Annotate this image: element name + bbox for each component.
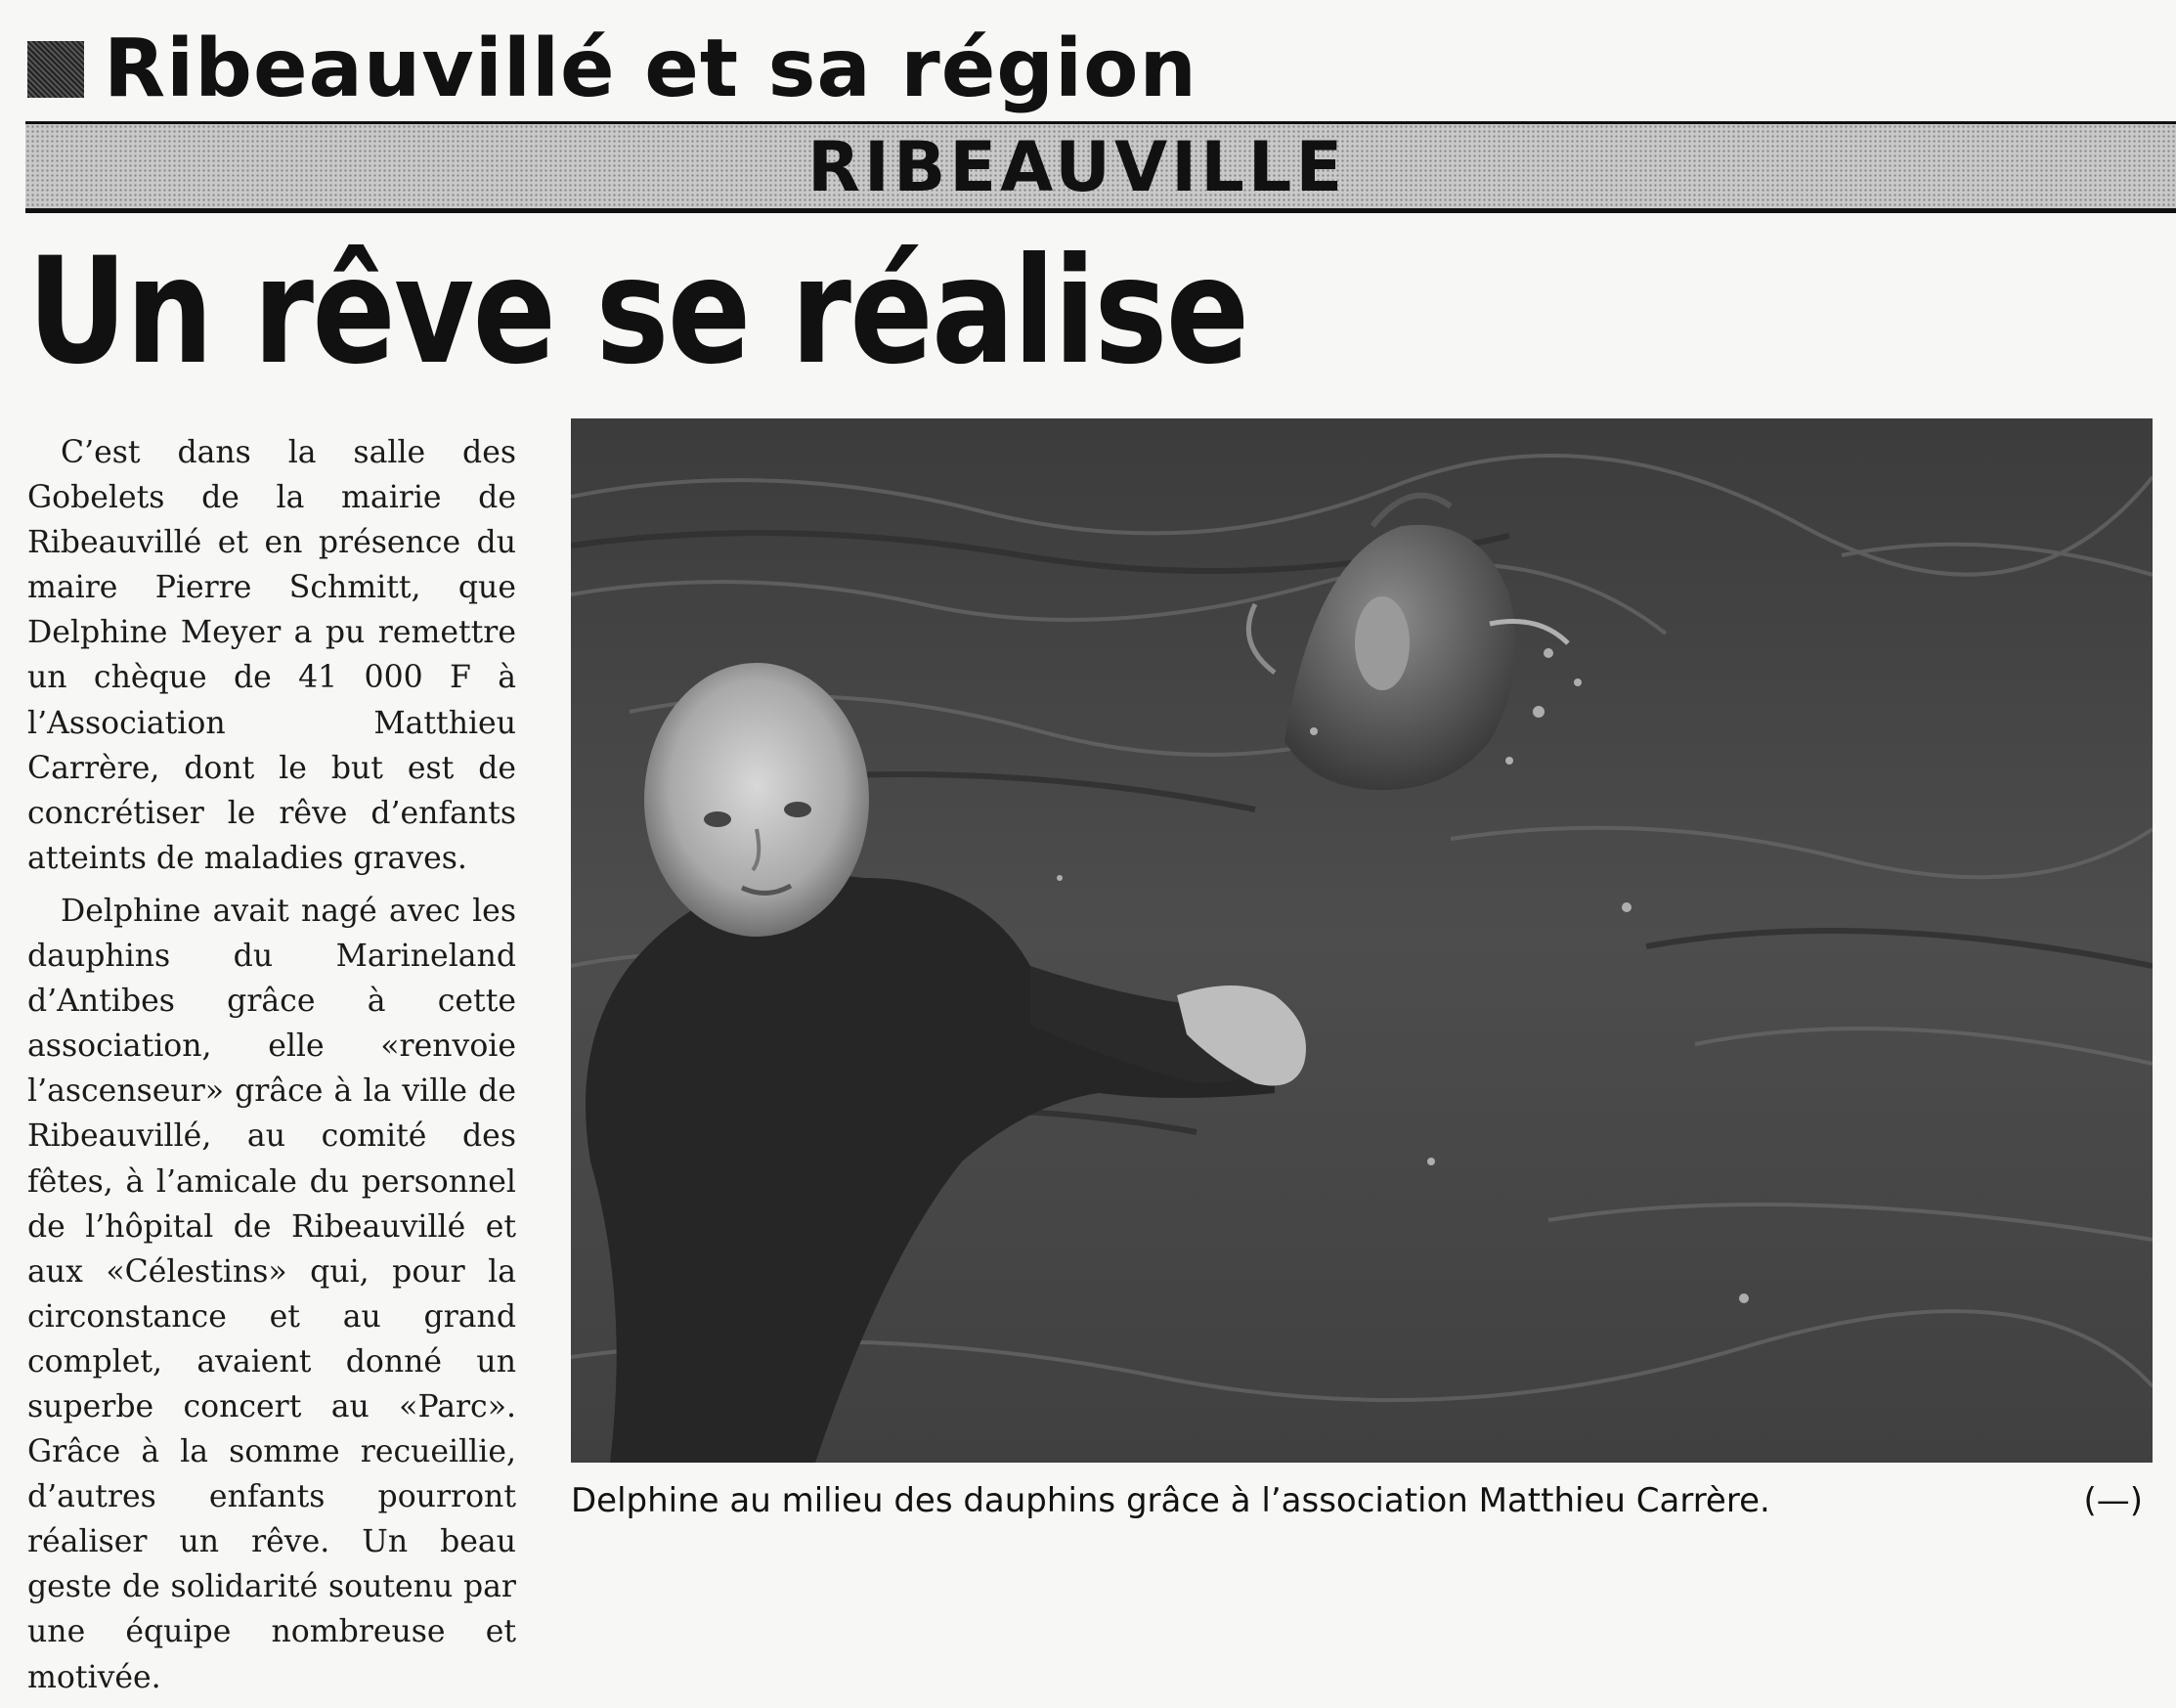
town-title: RIBEAUVILLE — [807, 127, 1347, 207]
section-header — [27, 22, 1197, 115]
town-bar — [25, 121, 2176, 213]
section-marker — [27, 41, 84, 98]
article-paragraph-2: Delphine avait nagé avec les dauphins du Marineland d’Antibes grâce à cette association, elle «renvoie l’ascenseur» grâce à la ville de Ribeauvillé, au comité des fêtes, à l’amicale du personnel de l’hôpital de Ribeauvillé et aux «Célestins» qui, pour la circonstance et au grand complet, avaient donné un superbe concert au «Parc». Grâce à la somme recueillie, d’autres enfants pourront réaliser un rêve. Un beau geste de solidarité soutenu par une équipe nombreuse et motivée. — [27, 893, 516, 1695]
photo-illustration — [571, 418, 2153, 1463]
section-title: Ribeauvillé et sa région — [104, 22, 1197, 115]
photo-caption: Delphine au milieu des dauphins grâce à l’association Matthieu Carrère. — [571, 1481, 1770, 1520]
photo-credit: (—) — [2083, 1481, 2143, 1520]
article-body — [27, 430, 516, 1708]
article-paragraph-1: C’est dans la salle des Gobelets de la mairie de Ribeauvillé et en présence du maire Pierre Schmitt, que Delphine Meyer a pu remettre un chèque de 41 000 F à l’Association Matthieu Carrère, dont le but est de concrétiser le rêve d’enfants atteints de maladies graves. — [27, 435, 516, 876]
article-photo — [571, 418, 2153, 1463]
photo-caption-row — [571, 1481, 2153, 1520]
article-headline: Un rêve se réalise — [27, 227, 1248, 397]
